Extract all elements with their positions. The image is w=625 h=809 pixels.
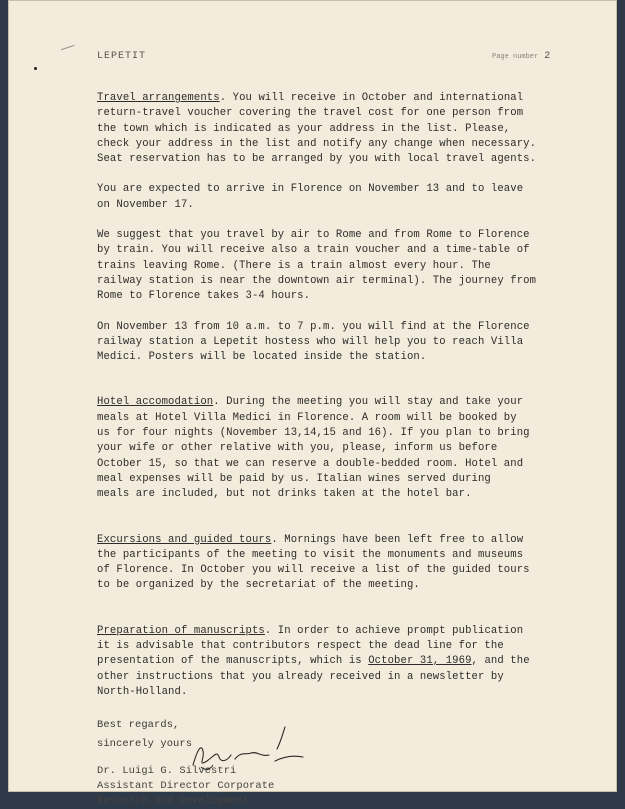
letter-body <box>97 91 587 809</box>
page-number-value: 2 <box>544 51 551 62</box>
manuscript-deadline: October 31, 1969 <box>368 655 472 668</box>
paragraph-hostess: On November 13 from 10 a.m. to 7 p.m. you will find at the Florence railway station a Lepetit hostess who will help you to reach Villa Medici. Posters will be located inside the station. <box>97 320 530 364</box>
closing-block <box>97 718 587 809</box>
paragraph-air: We suggest that you travel by air to Rome and from Rome to Florence by train. You will receive also a train voucher and a time-table of trains leaving Rome. (There is a train almost every hour. The railway station is near the downtown air terminal). The journey from Rome to Florence takes 3-4 hours. <box>97 229 537 303</box>
sincerely-yours: sincerely yours <box>97 738 193 751</box>
letter-page <box>8 0 617 808</box>
paragraph-hotel <box>97 395 587 502</box>
handwritten-signature <box>157 721 307 777</box>
best-regards: Best regards, <box>97 719 180 732</box>
heading-hotel: Hotel accomodation <box>97 396 214 409</box>
signer-name: Dr. Luigi G. Silvestri <box>97 765 237 778</box>
paragraph-arrival: You are expected to arrive in Florence on November 13 and to leave on November 17. <box>97 183 524 211</box>
manuscripts-text-b: , and the other instructions that you already received in a newsletter by North-Holland. <box>97 655 530 698</box>
heading-manuscripts: Preparation of manuscripts <box>97 624 265 637</box>
paragraph-travel <box>97 91 587 167</box>
hotel-text: . During the meeting you will stay and take your meals at Hotel Villa Medici in Florence. A room will be booked by us for four nights (November 13,14,15 and 16). If you plan to bring your wife or other relative with you, please, inform us before October 15, so that we can reserve a double-bedded room. Hotel and meal expenses will be paid by us. Italian wines served during meals are included, but not drinks taken at the hotel bar. <box>97 396 530 501</box>
heading-travel: Travel arrangements <box>97 92 220 104</box>
excursions-text: . Mornings have been left free to allow the participants of the meeting to visit the monuments and museums of Florence. In October you will receive a list of the guided tours to be organized by the secretariat of the meeting. <box>97 533 530 592</box>
manuscripts-text-a: . In order to achieve prompt publication it is advisable that contributors respect the dead line for the presentation of the manuscripts, which is <box>97 624 524 668</box>
travel-text: . You will receive in October and international return-travel voucher covering the travel cost for one person from the town which is indicated as your address in the list. Please, check your address in the list and notify any change when necessary. Seat reservation has to be arranged by you with local travel agents. <box>97 92 537 166</box>
signer-title: Assistant Director Corporate <box>97 780 275 793</box>
pencil-mark <box>61 45 75 52</box>
paragraph-excursions <box>97 533 587 594</box>
letterhead-name: LEPETIT <box>97 51 147 62</box>
punch-dot <box>34 67 37 70</box>
page-number <box>492 51 550 62</box>
page-number-label: Page number <box>492 53 539 61</box>
signature-line <box>97 737 587 767</box>
paragraph-manuscripts <box>97 624 587 700</box>
heading-excursions: Excursions and guided tours <box>97 533 272 546</box>
signer-department: Research and Development <box>97 795 250 808</box>
